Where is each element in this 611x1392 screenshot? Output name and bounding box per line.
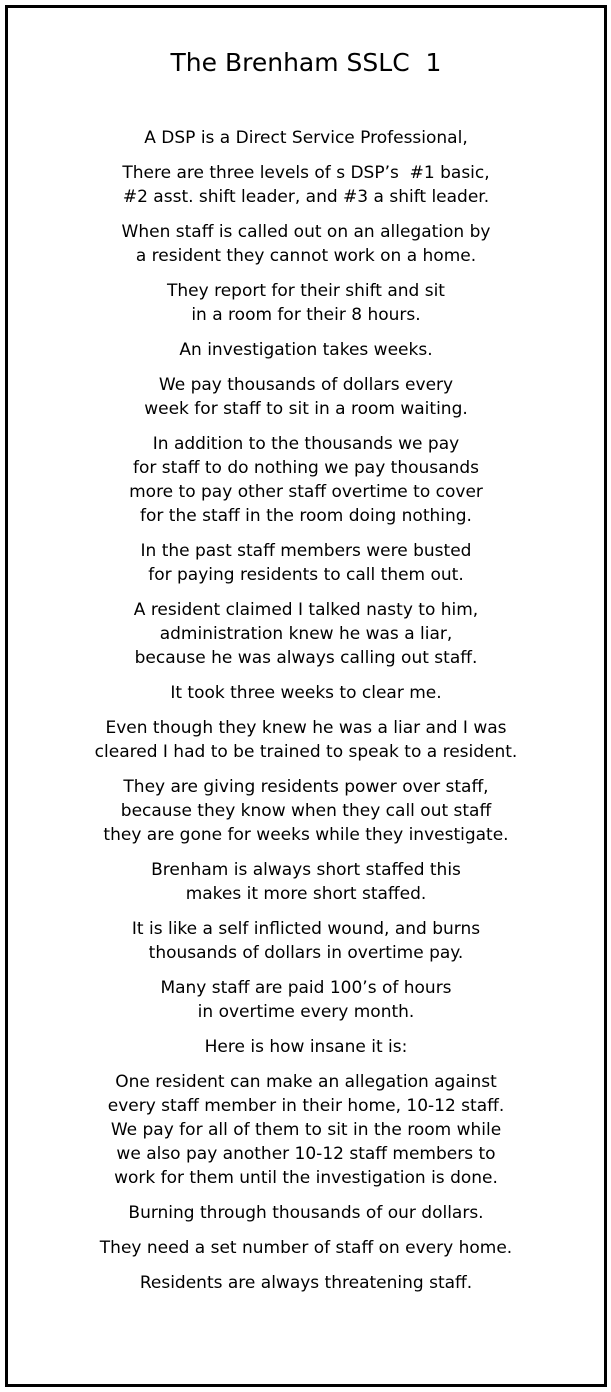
text-line: They need a set number of staff on every home. (99, 1238, 513, 1258)
text-line: A resident claimed I talked nasty to him, (133, 600, 479, 620)
text-line: thousands of dollars in overtime pay. (148, 943, 464, 963)
text-line: in overtime every month. (197, 1002, 415, 1022)
paragraph (8, 681, 604, 705)
paragraph (8, 220, 604, 268)
paragraph (8, 858, 604, 906)
text-line: work for them until the investigation is done. (114, 1168, 498, 1188)
paragraph (8, 1201, 604, 1225)
text-line: week for staff to sit in a room waiting. (144, 399, 468, 419)
paragraph (8, 716, 604, 764)
paragraph (8, 338, 604, 362)
text-line: Even though they knew he was a liar and I was (105, 718, 507, 738)
text-line: more to pay other staff overtime to cover (129, 482, 483, 502)
text-line: They are giving residents power over staff, (123, 777, 489, 797)
text-line: Many staff are paid 100’s of hours (160, 978, 452, 998)
paragraph (8, 279, 604, 327)
text-line: for paying residents to call them out. (148, 565, 464, 585)
text-line: It took three weeks to clear me. (170, 683, 442, 703)
paragraph (8, 373, 604, 421)
text-line: for the staff in the room doing nothing. (140, 506, 472, 526)
text-line: #2 asst. shift leader, and #3 a shift leader. (122, 187, 490, 207)
paragraph (8, 432, 604, 528)
text-line: every staff member in their home, 10-12 staff. (107, 1096, 505, 1116)
text-line: because they know when they call out staff (120, 801, 492, 821)
paragraph (8, 1070, 604, 1190)
text-line: we also pay another 10-12 staff members to (116, 1144, 496, 1164)
text-line: cleared I had to be trained to speak to a resident. (94, 742, 518, 762)
paragraph (8, 917, 604, 965)
document-frame (5, 5, 607, 1387)
document-body (8, 126, 604, 1306)
paragraph (8, 1271, 604, 1295)
text-line: Brenham is always short staffed this (151, 860, 461, 880)
text-line: administration knew he was a liar, (159, 624, 453, 644)
paragraph (8, 126, 604, 150)
paragraph (8, 1236, 604, 1260)
paragraph (8, 161, 604, 209)
paragraph (8, 775, 604, 847)
paragraph (8, 1035, 604, 1059)
text-line: a resident they cannot work on a home. (135, 246, 477, 266)
text-line: because he was always calling out staff. (134, 648, 478, 668)
text-line: A DSP is a Direct Service Professional, (144, 128, 468, 148)
text-line: makes it more short staffed. (185, 884, 427, 904)
document-title: The Brenham SSLC 1 (170, 48, 442, 77)
text-line: When staff is called out on an allegation by (121, 222, 491, 242)
text-line: In addition to the thousands we pay (152, 434, 460, 454)
text-line: We pay for all of them to sit in the room while (110, 1120, 502, 1140)
text-line: Burning through thousands of our dollars. (128, 1203, 484, 1223)
paragraph (8, 598, 604, 670)
text-line: Here is how insane it is: (204, 1037, 408, 1057)
text-line: for staff to do nothing we pay thousands (133, 458, 479, 478)
text-line: They report for their shift and sit (167, 281, 445, 301)
paragraph (8, 976, 604, 1024)
text-line: We pay thousands of dollars every (158, 375, 454, 395)
text-line: In the past staff members were busted (140, 541, 472, 561)
text-line: in a room for their 8 hours. (191, 305, 421, 325)
text-line: Residents are always threatening staff. (139, 1273, 473, 1293)
paragraph (8, 539, 604, 587)
text-line: There are three levels of s DSP’s #1 basic, (122, 163, 490, 183)
text-line: It is like a self inflicted wound, and burns (131, 919, 481, 939)
text-line: An investigation takes weeks. (179, 340, 433, 360)
text-line: they are gone for weeks while they investigate. (103, 825, 509, 845)
text-line: One resident can make an allegation against (115, 1072, 497, 1092)
